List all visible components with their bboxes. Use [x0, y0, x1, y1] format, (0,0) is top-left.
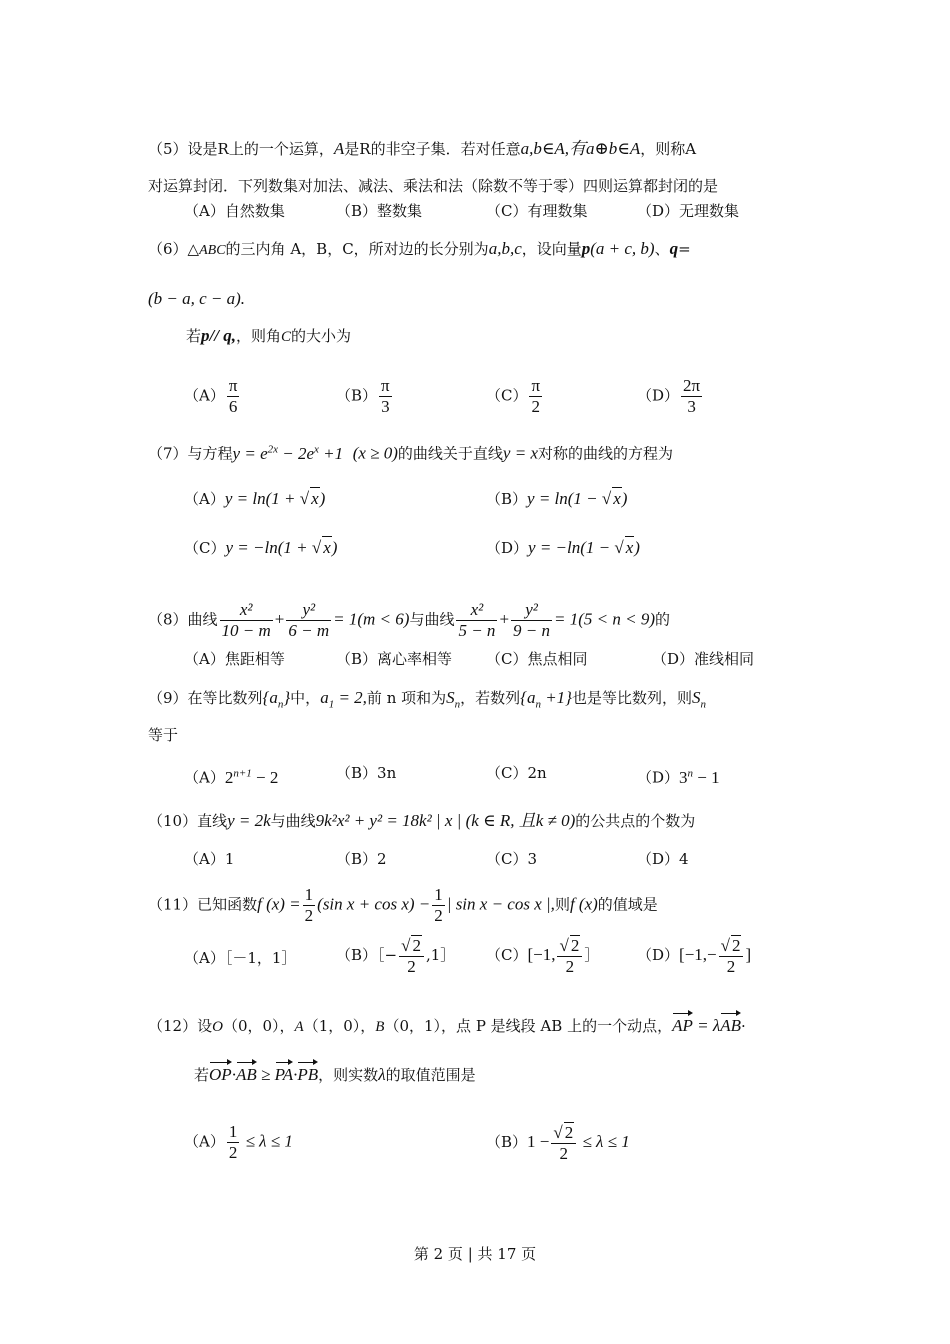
q9-option-a: [184, 762, 278, 789]
q10-line1: [148, 810, 695, 832]
expr: [−1,: [527, 945, 556, 964]
q12-line2: [194, 1060, 476, 1086]
q6-text: A，B，C，所对边的长分别为: [290, 240, 489, 258]
numerator: √ 2: [551, 1122, 576, 1144]
q5-option-a: （A）自然数集: [184, 202, 285, 220]
expr: ): [634, 538, 640, 557]
expr: ,1］: [425, 946, 456, 964]
radicand: 2: [731, 936, 741, 955]
denominator: 10 − m: [221, 621, 271, 640]
q12-line1: [148, 1011, 746, 1038]
denominator: 9 − n: [513, 621, 551, 640]
q5-option-d: （D）无理数集: [637, 202, 740, 220]
sqrt-sign: √: [299, 489, 310, 508]
q6-text: ，则角: [235, 327, 281, 345]
numerator: π: [228, 376, 238, 395]
numerator: y²: [511, 600, 552, 621]
q5-r: R: [217, 140, 229, 158]
q5-text: 的非空子集．若对任意: [370, 140, 521, 158]
vector-pb: PB: [297, 1060, 318, 1086]
q11-function: f (x) =: [257, 894, 301, 914]
expr: a: [320, 688, 329, 707]
radicand: 2: [412, 936, 421, 955]
denominator: 2: [228, 1143, 238, 1162]
q12-text: ·: [740, 1017, 746, 1035]
q5-line1: [148, 138, 696, 160]
numerator: √ 2: [719, 935, 744, 957]
q11-text: （11）已知函数: [148, 895, 258, 914]
expr: ): [621, 489, 628, 508]
superscript: n+1: [233, 767, 252, 779]
q5-option-b: （B）整数集: [336, 202, 423, 220]
q11-option-d: [637, 935, 751, 977]
option-label: （A）: [184, 768, 225, 787]
sqrt-sign: √: [311, 538, 322, 557]
q6-text: 、: [654, 240, 670, 258]
radicand: 2: [570, 936, 580, 955]
q9-sequence-2: [520, 688, 572, 711]
q12-option-a: [184, 1122, 293, 1163]
q8-option-a: （A）焦距相等: [184, 650, 285, 668]
q6-option-a: [184, 376, 241, 417]
q9-option-d: [637, 762, 720, 789]
q10-option-b: （B）2: [336, 850, 387, 868]
option-label: （D）: [637, 768, 680, 787]
q12-text: （0，0），: [222, 1017, 295, 1035]
q8-line1: [148, 600, 670, 641]
q6-text: 的三内角: [225, 240, 286, 258]
q5-r: R: [359, 140, 371, 158]
subscript: n: [454, 698, 461, 711]
q6-text: ，设向量: [521, 240, 582, 258]
option-label: （D）: [637, 386, 680, 405]
q6-vector-q: q: [669, 239, 679, 258]
q9-text: 也是等比数列，则: [571, 689, 692, 707]
base: 3: [679, 767, 688, 787]
subscript: 1: [328, 698, 335, 711]
vector-ab: AB: [236, 1060, 257, 1086]
q11-line1: [148, 885, 658, 926]
dot: ·: [231, 1065, 236, 1084]
point-a: A: [294, 1019, 304, 1035]
sqrt-sign: √: [614, 538, 624, 557]
expr: [225, 768, 279, 787]
fraction: [303, 885, 316, 926]
fraction: [220, 600, 273, 641]
q8-equation-1: = 1(m < 6): [333, 609, 410, 629]
denominator: 2: [407, 957, 416, 976]
q11-function: f (x): [569, 894, 598, 914]
q5-text: （5）设是: [148, 140, 218, 158]
q7-line1: [148, 438, 673, 465]
expr: y = ln(1 +: [224, 489, 300, 508]
q6-text: 若: [186, 327, 202, 345]
q9-sequence: [262, 688, 291, 711]
q6-line3: [186, 325, 351, 348]
q8-option-d: （D）准线相同: [652, 650, 755, 668]
q12-text: （0，1），点 P 是线段 AB 上的一个动点，: [384, 1017, 673, 1035]
q7-option-b: [486, 487, 627, 510]
point-b: B: [375, 1019, 385, 1035]
q12-text: ，则实数: [318, 1066, 379, 1084]
expr: y = −ln(1 −: [528, 538, 615, 557]
option-label: （D）: [637, 946, 680, 964]
expr: （B）［−: [336, 946, 398, 964]
expr: ): [319, 489, 326, 508]
denominator: 6 − m: [288, 621, 330, 640]
expr: ≤ λ ≤ 1: [578, 1132, 630, 1151]
q11-option-c: [486, 935, 599, 977]
radicand: x: [625, 538, 634, 557]
q10-text: 与曲线: [270, 812, 316, 830]
numerator: 1: [434, 885, 443, 904]
numerator: x²: [456, 600, 497, 621]
q6-line1: [148, 238, 691, 262]
expr: y = −ln(1 +: [225, 538, 312, 557]
vector-ap: AP: [672, 1011, 693, 1037]
page-footer: 第 2 页 | 共 17 页: [413, 1245, 537, 1263]
radicand: x: [613, 489, 621, 508]
fraction: [379, 376, 392, 417]
q6-triangle: ABC: [199, 243, 226, 258]
q12-text: （1，0），: [303, 1017, 376, 1035]
vector-op: OP: [209, 1060, 232, 1086]
expr: {a: [262, 688, 278, 707]
subscript: n: [535, 698, 541, 711]
denominator: 2: [559, 1144, 569, 1163]
fraction: [227, 376, 240, 417]
sqrt-sign: √: [601, 489, 612, 508]
expr: | sin x − cos x |,: [446, 894, 555, 914]
lambda: λ: [378, 1065, 386, 1084]
denominator: 2: [434, 906, 443, 925]
numerator: π: [531, 376, 541, 395]
expr: +1}: [540, 688, 572, 707]
q6-vector-p-value: (a + c, b): [590, 239, 655, 258]
q8-text: 与曲线: [409, 610, 455, 629]
vector-pa: PA: [275, 1060, 294, 1086]
q6-text: 的大小为: [291, 327, 352, 345]
radicand: x: [323, 538, 331, 557]
superscript: 2x: [267, 443, 278, 455]
q6-option-d: [637, 376, 704, 417]
radicand: x: [311, 489, 319, 508]
option-label: （C）: [184, 539, 226, 557]
numerator: 1: [304, 885, 314, 904]
q7-text: 对称的曲线的方程为: [537, 444, 673, 463]
q6-sides: a,b,c: [488, 239, 522, 258]
q8-option-c: （C）焦点相同: [486, 650, 588, 668]
q7-option-a: [184, 487, 325, 510]
q7-option-d: [486, 536, 640, 559]
q5-text: ，则称: [640, 140, 686, 158]
q8-option-b: （B）离心率相等: [336, 650, 453, 668]
subscript: n: [700, 698, 706, 711]
q6-option-b: [336, 376, 394, 417]
q9-sn: [692, 688, 706, 711]
q9-option-b: （B）3n: [336, 764, 397, 782]
option-label: （C）: [486, 946, 528, 964]
q6-condition: p// q,: [201, 326, 236, 345]
expr: }: [283, 688, 291, 707]
expr: y = ln(1 −: [527, 489, 602, 508]
q12-text: （12）设: [148, 1017, 213, 1035]
option-label: （A）: [184, 490, 225, 508]
expr: S: [692, 688, 701, 707]
fraction: [227, 1122, 240, 1163]
q9-a1: [320, 688, 367, 711]
q9-text: ，若数列: [460, 689, 521, 707]
eq-part: +1: [318, 443, 344, 463]
plus: +: [274, 609, 285, 629]
q6-option-c: [486, 376, 544, 417]
numerator: y²: [286, 600, 331, 621]
q10-text: 的公共点的个数为: [575, 812, 696, 830]
denominator: 2: [565, 957, 575, 976]
base: 2: [224, 767, 234, 787]
fraction: [529, 376, 542, 417]
fraction: [432, 885, 445, 926]
q11-option-b: [336, 935, 455, 977]
superscript: n: [687, 767, 694, 779]
q11-text: 则: [554, 895, 570, 914]
denominator: 2: [726, 957, 736, 976]
q6-vector-p: p: [581, 239, 591, 258]
fraction: [286, 600, 331, 641]
expr: 1 −: [527, 1132, 550, 1151]
option-label: （C）: [486, 386, 528, 405]
q9-text: 前 n 项和为: [366, 689, 447, 707]
q10-line-eq: y = 2k: [227, 811, 271, 830]
option-label: （A）: [184, 1132, 225, 1151]
expr: {a: [520, 688, 536, 707]
q5-text: 上的一个运算，: [228, 140, 334, 158]
q9-sn: [446, 688, 461, 711]
expr: [−1,−: [679, 945, 717, 964]
q6-line2: (b − a, c − a).: [148, 289, 246, 308]
superscript: x: [314, 443, 319, 455]
q10-text: （10）直线: [148, 812, 228, 830]
q11-text: 的值域是: [597, 895, 658, 914]
q7-text: （7）与方程: [148, 444, 233, 463]
denominator: 6: [228, 397, 238, 416]
denominator: 3: [687, 397, 696, 416]
q9-text: 中，: [290, 689, 321, 707]
tail: − 2: [251, 767, 279, 787]
q9-line2: 等于: [148, 726, 179, 744]
expr: ≥: [256, 1065, 275, 1084]
option-label: （D）: [486, 539, 529, 557]
q11-option-a: （A）［－1，1］: [184, 949, 297, 967]
plus: +: [499, 609, 510, 629]
q6-angle-c: C: [280, 329, 291, 345]
numerator: x²: [220, 600, 273, 621]
q10-curve-eq: 9k²x² + y² = 18k² | x | (k ∈ R, 且k ≠ 0): [315, 811, 576, 830]
fraction: [557, 935, 582, 977]
expr: ］: [584, 946, 600, 964]
denominator: 2: [531, 397, 541, 416]
expr: (sin x + cos x) −: [317, 894, 431, 914]
q7-condition: (x ≥ 0): [352, 443, 398, 463]
q10-option-a: （A）1: [184, 850, 235, 868]
denominator: 5 − n: [458, 621, 496, 640]
q7-option-c: [184, 536, 337, 559]
option-label: （B）: [486, 490, 528, 508]
q7-line-eq: y = x: [502, 443, 538, 463]
q9-option-c: （C）2n: [486, 764, 547, 782]
q5-a: A: [333, 139, 345, 158]
q12-text: 若: [194, 1066, 210, 1084]
q5-condition: a,b∈A,有a⊕b∈A: [520, 139, 641, 158]
q8-text: （8）曲线: [148, 610, 218, 629]
tail: − 1: [693, 767, 720, 787]
vector-ab: AB: [720, 1011, 741, 1037]
q6-text: （6）△: [148, 240, 200, 258]
radicand: 2: [564, 1123, 574, 1142]
q12-option-b: [486, 1122, 630, 1164]
q6-text: =: [678, 240, 691, 258]
point-o: O: [212, 1019, 223, 1035]
fraction: [551, 1122, 576, 1164]
q5-text: 是: [344, 140, 360, 158]
q8-text: 的: [655, 610, 671, 629]
q5-a: A: [685, 140, 697, 158]
q7-text: 的曲线关于直线: [397, 444, 503, 463]
fraction: [719, 935, 744, 977]
expr: [679, 768, 720, 787]
subscript: n: [277, 698, 284, 711]
fraction: [511, 600, 552, 641]
q7-equation: [233, 444, 344, 463]
q8-equation-2: = 1(5 < n < 9): [554, 609, 656, 629]
eq-part: − 2e: [278, 443, 315, 463]
expr: ≤ λ ≤ 1: [241, 1131, 293, 1151]
denominator: 2: [304, 906, 314, 925]
q5-option-c: （C）有理数集: [486, 202, 588, 220]
fraction: [456, 600, 497, 641]
numerator: √ 2: [557, 935, 582, 957]
dot: ·: [293, 1065, 298, 1084]
q12-text: 的取值范围是: [385, 1066, 476, 1084]
expr: ): [331, 538, 338, 557]
denominator: 3: [381, 397, 390, 416]
q10-option-d: （D）4: [637, 850, 689, 868]
option-label: （B）: [486, 1133, 528, 1151]
expr: S: [446, 688, 455, 707]
numerator: 1: [228, 1122, 238, 1141]
fraction: [399, 935, 424, 977]
q9-line1: [148, 687, 706, 715]
option-label: （A）: [184, 386, 225, 405]
q5-line2: 对运算封闭．下列数集对加法、减法、乘法和法（除数不等于零）四则运算都封闭的是: [148, 177, 719, 195]
eq-part: y = e: [232, 443, 268, 463]
expr: ]: [745, 945, 752, 964]
expr: = λ: [692, 1016, 721, 1035]
numerator: √ 2: [399, 935, 424, 957]
q9-text: （9）在等比数列: [148, 689, 263, 707]
option-label: （B）: [336, 386, 378, 405]
numerator: 2π: [683, 376, 701, 395]
numerator: π: [381, 376, 390, 395]
fraction: [681, 376, 702, 417]
q10-option-c: （C）3: [486, 850, 538, 868]
expr: = 2,: [334, 688, 367, 707]
